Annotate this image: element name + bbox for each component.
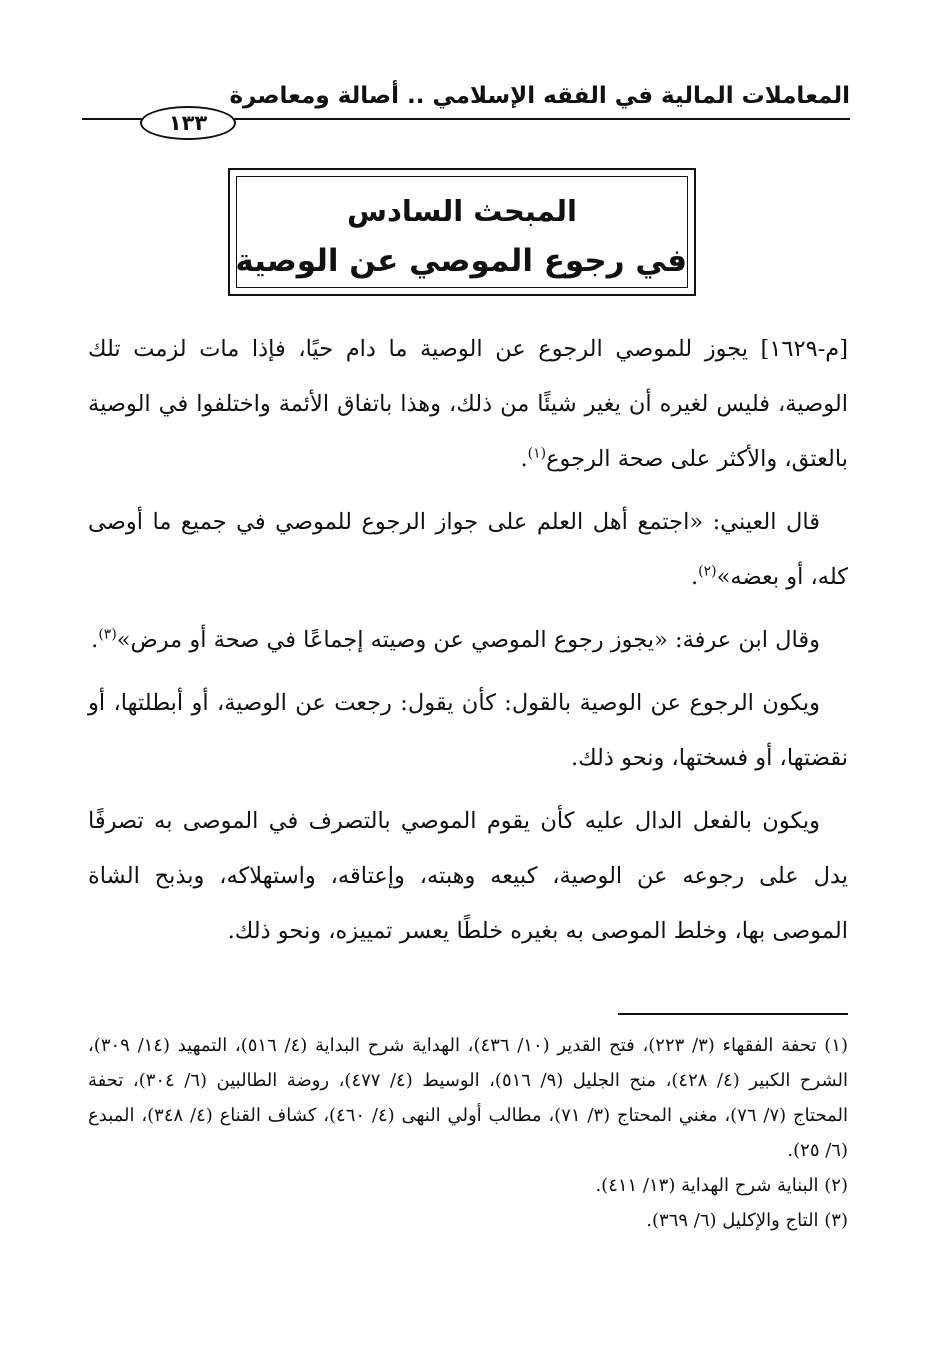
- header-rule-left: [82, 118, 142, 120]
- paragraph-2: [88, 495, 848, 605]
- page-number: ١٣٣: [140, 106, 236, 140]
- footnote-ref-1: (١): [527, 445, 547, 462]
- footnote-3: (٣) التاج والإكليل (٦/ ٣٦٩).: [646, 1210, 848, 1231]
- footnote-1: (١) تحفة الفقهاء (٣/ ٢٢٣)، فتح القدير (١٠/ ٤٣٦)، الهداية شرح البداية (٤/ ٥١٦)، التمهيد (١٤/ ٣٠٩)، الشرح الكبير (٤/ ٤٢٨)، منح الجليل (٩/ ٥١٦)، الوسيط (٤/ ٤٧٧)، روضة الطالبين (٦/ ٣٠٤)، تحفة المحتاج (٧/ ٧٦)، مغني المحتاج (٣/ ٧١)، مطالب أولي النهى (٤/ ٤٦٠)، كشاف القناع (٤/ ٣٤٨)، المبدع (٦/ ٢٥).: [88, 1035, 849, 1161]
- footnote-2: (٢) البناية شرح الهداية (١٣/ ٤١١).: [595, 1175, 848, 1196]
- footnote-separator: [618, 1013, 848, 1015]
- footnote-ref-2: (٢): [698, 563, 717, 580]
- paragraph-3-end: .: [91, 627, 99, 653]
- section-title-frame: [228, 168, 696, 296]
- paragraph-3: [88, 613, 848, 668]
- section-title-line2: في رجوع الموصي عن الوصية: [235, 243, 687, 279]
- paragraph-1: [88, 322, 848, 487]
- paragraph-5: ويكون بالفعل الدال عليه كأن يقوم الموصي بالتصرف في الموصى به تصرفًا يدل على رجوعه عن الوصية، كبيعه وهبته، وإعتاقه، واستهلاكه، وبذبح الشاة الموصى بها، وخلط الموصى به بغيره خلطًا يعسر تمييزه، ونحو ذلك.: [88, 808, 848, 944]
- running-title: المعاملات المالية في الفقه الإسلامي .. أصالة ومعاصرة: [229, 83, 850, 109]
- body-text: [88, 322, 848, 967]
- section-title-line1: المبحث السادس: [347, 194, 577, 228]
- paragraph-1-end: .: [520, 446, 528, 472]
- header-rule: [215, 118, 850, 120]
- paragraph-2-end: .: [691, 564, 699, 590]
- paragraph-1-text: [م-١٦٢٩] يجوز للموصي الرجوع عن الوصية ما دام حيًا، فإذا مات لزمت تلك الوصية، فليس لغيره أن يغير شيئًا من ذلك، وهذا باتفاق الأئمة واختلفوا في الوصية بالعتق، والأكثر على صحة الرجوع: [88, 336, 848, 472]
- paragraph-3-text: وقال ابن عرفة: «يجوز رجوع الموصي عن وصيته إجماعًا في صحة أو مرض»: [116, 627, 820, 653]
- paragraph-4: ويكون الرجوع عن الوصية بالقول: كأن يقول: رجعت عن الوصية، أو أبطلتها، أو نقضتها، أو فسختها، ونحو ذلك.: [88, 690, 848, 771]
- footnote-ref-3: (٣): [98, 626, 117, 643]
- section-title-inner-frame: [236, 176, 688, 288]
- paragraph-2-text: قال العيني: «اجتمع أهل العلم على جواز الرجوع للموصي في جميع ما أوصى كله، أو بعضه»: [88, 509, 848, 590]
- footnotes: [88, 1028, 848, 1238]
